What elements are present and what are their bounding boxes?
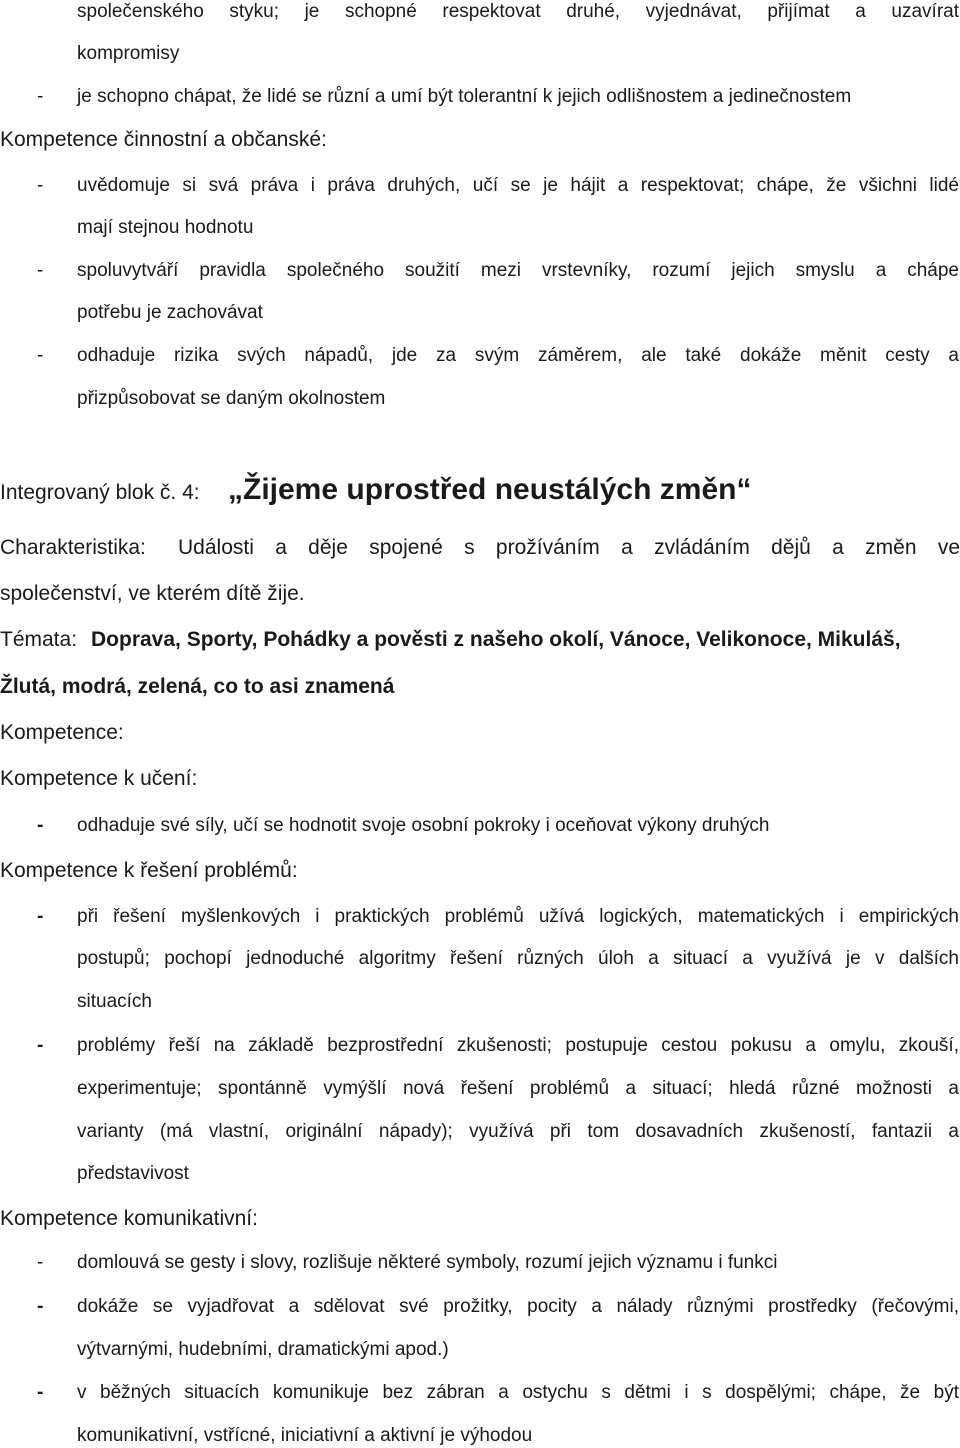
bullet-text: postupů; pochopí jednoduché algoritmy řešení různých úloh a situací a využívá je v dalších [77, 948, 959, 969]
bullet-dash: - [37, 175, 44, 196]
topics-label: Témata: [0, 628, 78, 651]
bullet-text: problémy řeší na základě bezprostřední zkušenosti; postupuje cestou pokusu a omylu, zkouší, [77, 1035, 959, 1056]
bullet-text: spoluvytváří pravidla společného soužití mezi vrstevníky, rozumí jejich smyslu a chápe [77, 260, 959, 281]
bullet-text: uvědomuje si svá práva i práva druhých, učí se je hájit a respektovat; chápe, že všichni lidé [77, 175, 959, 196]
section-heading: Kompetence činnostní a občanské: [0, 128, 327, 151]
section-heading: Kompetence k učení: [0, 767, 198, 790]
bullet-text: odhaduje rizika svých nápadů, jde za svým záměrem, ale také dokáže měnit cesty a [77, 345, 959, 366]
bullet-dash: - [37, 86, 44, 107]
characteristic-text: společenství, ve kterém dítě žije. [0, 582, 305, 605]
bullet-text: dokáže se vyjadřovat a sdělovat své prožitky, pocity a nálady různými prostředky (řečovými, [77, 1296, 959, 1317]
bullet-dash: - [37, 815, 44, 836]
bullet-text: v běžných situacích komunikuje bez zábran a ostychu s dětmi i s dospělými; chápe, že být [77, 1382, 959, 1403]
bullet-text: experimentuje; spontánně vymýšlí nová řešení problémů a situací; hledá různé možnosti a [77, 1078, 959, 1099]
bullet-text: je schopno chápat, že lidé se různí a umí být tolerantní k jejich odlišnostem a jedinečnostem [77, 86, 852, 107]
section-heading: Kompetence k řešení problémů: [0, 859, 298, 882]
bullet-text: představivost [77, 1163, 189, 1184]
topics-text: Doprava, Sporty, Pohádky a pověsti z našeho okolí, Vánoce, Velikonoce, Mikuláš, [91, 628, 901, 651]
bullet-text: potřebu je zachovávat [77, 302, 263, 323]
bullet-text: varianty (má vlastní, originální nápady); využívá při tom dosavadních zkušeností, fantazii a [77, 1121, 959, 1142]
bullet-text: při řešení myšlenkových i praktických problémů užívá logických, matematických i empirických [77, 906, 959, 927]
bullet-dash: - [37, 1382, 44, 1403]
bullet-text: výtvarnými, hudebními, dramatickými apod.) [77, 1339, 449, 1360]
paragraph-line: kompromisy [77, 43, 180, 64]
bullet-dash: - [37, 260, 44, 281]
competence-heading: Kompetence: [0, 721, 124, 744]
block-label: Integrovaný blok č. 4: [0, 481, 200, 504]
paragraph-line: společenského styku; je schopné respektovat druhé, vyjednávat, přijímat a uzavírat [77, 1, 959, 22]
bullet-text: přizpůsobovat se daným okolnostem [77, 388, 386, 409]
bullet-dash: - [37, 1252, 44, 1273]
characteristic-text: Události a děje spojené s prožíváním a zvládáním dějů a změn ve [178, 536, 960, 559]
bullet-text: domlouvá se gesty i slovy, rozlišuje některé symboly, rozumí jejich významu i funkci [77, 1252, 778, 1273]
bullet-text: situacích [77, 991, 152, 1012]
characteristic-label: Charakteristika: [0, 536, 146, 559]
bullet-text: odhaduje své síly, učí se hodnotit svoje osobní pokroky i oceňovat výkony druhých [77, 815, 770, 836]
topics-text: Žlutá, modrá, zelená, co to asi znamená [0, 675, 395, 698]
section-heading: Kompetence komunikativní: [0, 1207, 258, 1230]
bullet-text: mají stejnou hodnotu [77, 217, 254, 238]
bullet-dash: - [37, 1296, 44, 1317]
block-title: „Žijeme uprostřed neustálých změn“ [228, 473, 752, 506]
bullet-dash: - [37, 345, 44, 366]
bullet-text: komunikativní, vstřícné, iniciativní a aktivní je výhodou [77, 1425, 533, 1446]
bullet-dash: - [37, 1035, 44, 1056]
bullet-dash: - [37, 906, 44, 927]
